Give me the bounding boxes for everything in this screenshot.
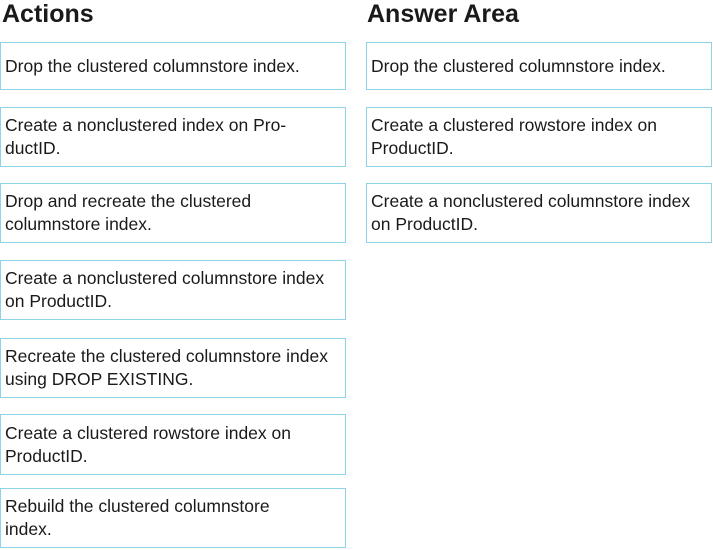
answer-card-1[interactable] bbox=[366, 42, 712, 90]
action-card-label: Create a clustered rowstore index on ProductID. bbox=[5, 422, 291, 466]
answer-card-label: Drop the clustered columnstore index. bbox=[371, 55, 666, 76]
actions-heading: Actions bbox=[2, 0, 94, 28]
action-card-drop-recreate-clustered-columnstore[interactable] bbox=[0, 183, 346, 243]
action-card-label: Drop and recreate the clustered columnstore index. bbox=[5, 191, 252, 234]
action-card-create-clustered-rowstore[interactable] bbox=[0, 414, 346, 475]
action-card-create-nonclustered-columnstore[interactable] bbox=[0, 260, 346, 320]
answer-card-2[interactable] bbox=[366, 107, 712, 167]
action-card-label: Rebuild the clustered columnstore index. bbox=[5, 496, 270, 539]
action-card-label: Drop the clustered columnstore index. bbox=[5, 55, 300, 76]
action-card-create-nonclustered-index[interactable] bbox=[0, 107, 346, 167]
answer-area-heading: Answer Area bbox=[367, 0, 519, 28]
answer-card-label: Create a clustered rowstore index on ProductID. bbox=[371, 115, 657, 158]
action-card-label: Recreate the clustered columnstore index using DROP EXISTING. bbox=[5, 346, 328, 389]
action-card-label: Create a nonclustered index on Pro- ductID. bbox=[5, 115, 287, 158]
answer-card-3[interactable] bbox=[366, 183, 712, 243]
action-card-rebuild-clustered-columnstore[interactable] bbox=[0, 488, 346, 548]
action-card-recreate-drop-existing[interactable] bbox=[0, 338, 346, 398]
action-card-drop-clustered-columnstore[interactable] bbox=[0, 42, 346, 90]
answer-card-label: Create a nonclustered columnstore index on ProductID. bbox=[371, 191, 691, 234]
action-card-label: Create a nonclustered columnstore index on ProductID. bbox=[5, 268, 325, 311]
